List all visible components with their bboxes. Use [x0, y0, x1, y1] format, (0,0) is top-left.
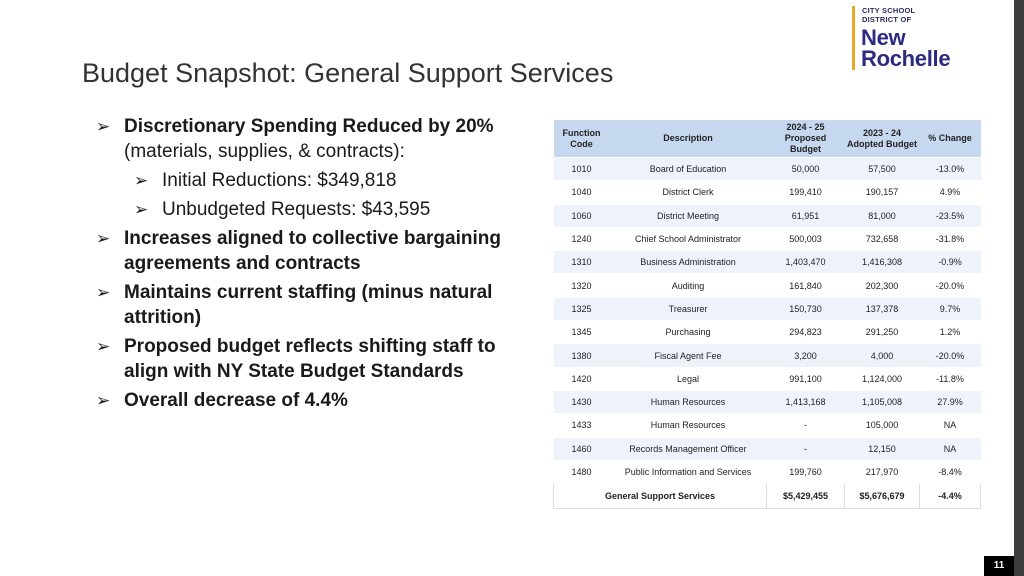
cell-function-code: 1325 [554, 297, 610, 320]
logo-line-3: New [861, 25, 906, 50]
cell-adopted: 105,000 [845, 414, 920, 437]
table-row [554, 227, 981, 250]
bullet-item [96, 280, 516, 330]
table-row [554, 321, 981, 344]
cell-change: -0.9% [920, 251, 981, 274]
sub-bullet-item [96, 197, 516, 222]
cell-description: Human Resources [610, 414, 767, 437]
cell-description: Human Resources [610, 390, 767, 413]
total-adopted: $5,676,679 [845, 484, 920, 509]
arrow-bullet-icon: ➢ [96, 337, 111, 356]
bullet-text: (materials, supplies, & contracts): [124, 141, 405, 162]
cell-change: -23.5% [920, 204, 981, 227]
cell-proposed: 50,000 [767, 158, 845, 181]
cell-adopted: 1,124,000 [845, 367, 920, 390]
cell-change: NA [920, 437, 981, 460]
cell-function-code: 1060 [554, 204, 610, 227]
table-row [554, 390, 981, 413]
cell-function-code: 1010 [554, 158, 610, 181]
cell-change: -20.0% [920, 344, 981, 367]
budget-table [553, 120, 981, 509]
arrow-bullet-icon: ➢ [96, 229, 111, 248]
header-function-code: Function Code [554, 120, 610, 158]
bullet-bold-text: Increases aligned to collective bargaining agreements and contracts [124, 228, 501, 274]
bullet-bold-text: Overall decrease of 4.4% [124, 390, 348, 411]
cell-function-code: 1320 [554, 274, 610, 297]
cell-function-code: 1240 [554, 227, 610, 250]
cell-adopted: 4,000 [845, 344, 920, 367]
sub-bullet-text: Initial Reductions: $349,818 [162, 170, 397, 191]
bullet-bold-text: Maintains current staffing (minus natural attrition) [124, 282, 493, 328]
cell-change: 1.2% [920, 321, 981, 344]
cell-change: -11.8% [920, 367, 981, 390]
cell-description: Records Management Officer [610, 437, 767, 460]
table-row [554, 274, 981, 297]
cell-change: NA [920, 414, 981, 437]
cell-change: -20.0% [920, 274, 981, 297]
table-row [554, 367, 981, 390]
cell-description: Legal [610, 367, 767, 390]
cell-proposed: 61,951 [767, 204, 845, 227]
cell-proposed: - [767, 437, 845, 460]
cell-change: -8.4% [920, 460, 981, 483]
cell-description: Fiscal Agent Fee [610, 344, 767, 367]
bullet-bold-text: Proposed budget reflects shifting staff to align with NY State Budget Standards [124, 336, 496, 382]
cell-change: -13.0% [920, 158, 981, 181]
page-number: 11 [984, 556, 1014, 576]
cell-description: Business Administration [610, 251, 767, 274]
cell-proposed: 199,410 [767, 181, 845, 204]
logo-line-4: Rochelle [861, 46, 951, 71]
sub-bullet-text: Unbudgeted Requests: $43,595 [162, 199, 431, 220]
arrow-bullet-icon: ➢ [96, 117, 111, 136]
cell-adopted: 291,250 [845, 321, 920, 344]
cell-adopted: 1,105,008 [845, 390, 920, 413]
cell-function-code: 1040 [554, 181, 610, 204]
bullet-bold-text: Discretionary Spending Reduced by 20% [124, 116, 494, 137]
table-row [554, 204, 981, 227]
cell-function-code: 1420 [554, 367, 610, 390]
table-row [554, 181, 981, 204]
district-logo [852, 4, 982, 70]
total-change: -4.4% [920, 484, 981, 509]
cell-description: Board of Education [610, 158, 767, 181]
right-edge-bar [1014, 0, 1024, 576]
arrow-bullet-icon: ➢ [96, 391, 111, 410]
bullet-item [96, 388, 516, 413]
cell-change: 27.9% [920, 390, 981, 413]
arrow-bullet-icon: ➢ [96, 283, 111, 302]
logo-line-1: CITY SCHOOL [862, 6, 916, 15]
cell-adopted: 202,300 [845, 274, 920, 297]
cell-adopted: 137,378 [845, 297, 920, 320]
total-proposed: $5,429,455 [767, 484, 845, 509]
cell-proposed: 3,200 [767, 344, 845, 367]
cell-proposed: 150,730 [767, 297, 845, 320]
cell-adopted: 217,970 [845, 460, 920, 483]
cell-description: District Meeting [610, 204, 767, 227]
cell-proposed: 1,413,168 [767, 390, 845, 413]
table-header-row [554, 120, 981, 158]
cell-function-code: 1310 [554, 251, 610, 274]
cell-change: 9.7% [920, 297, 981, 320]
logo-accent-line [852, 6, 855, 70]
cell-proposed: - [767, 414, 845, 437]
cell-change: 4.9% [920, 181, 981, 204]
cell-adopted: 190,157 [845, 181, 920, 204]
table-row [554, 437, 981, 460]
cell-change: -31.8% [920, 227, 981, 250]
cell-function-code: 1433 [554, 414, 610, 437]
cell-function-code: 1345 [554, 321, 610, 344]
cell-function-code: 1430 [554, 390, 610, 413]
cell-proposed: 199,760 [767, 460, 845, 483]
cell-proposed: 294,823 [767, 321, 845, 344]
table-row [554, 297, 981, 320]
cell-description: District Clerk [610, 181, 767, 204]
table-row [554, 251, 981, 274]
bullet-item [96, 226, 516, 276]
cell-proposed: 161,840 [767, 274, 845, 297]
cell-proposed: 500,003 [767, 227, 845, 250]
table-total-row [554, 484, 981, 509]
cell-description: Auditing [610, 274, 767, 297]
arrow-bullet-icon: ➢ [134, 200, 149, 219]
sub-bullet-item [96, 168, 516, 193]
header-percent-change: % Change [920, 120, 981, 158]
cell-adopted: 1,416,308 [845, 251, 920, 274]
bullet-list [96, 114, 516, 417]
cell-proposed: 1,403,470 [767, 251, 845, 274]
cell-function-code: 1480 [554, 460, 610, 483]
header-adopted-budget: 2023 - 24 Adopted Budget [845, 120, 920, 158]
cell-adopted: 732,658 [845, 227, 920, 250]
bullet-item [96, 114, 516, 164]
cell-adopted: 81,000 [845, 204, 920, 227]
logo-line-2: DISTRICT OF [862, 15, 912, 24]
cell-function-code: 1380 [554, 344, 610, 367]
table-row [554, 414, 981, 437]
table-row [554, 158, 981, 181]
cell-adopted: 12,150 [845, 437, 920, 460]
total-label: General Support Services [554, 484, 767, 509]
cell-adopted: 57,500 [845, 158, 920, 181]
cell-description: Purchasing [610, 321, 767, 344]
slide-title: Budget Snapshot: General Support Services [82, 58, 614, 88]
table-body [554, 158, 981, 484]
header-description: Description [610, 120, 767, 158]
table-row [554, 344, 981, 367]
table-row [554, 460, 981, 483]
cell-description: Chief School Administrator [610, 227, 767, 250]
header-proposed-budget: 2024 - 25 Proposed Budget [767, 120, 845, 158]
cell-description: Treasurer [610, 297, 767, 320]
arrow-bullet-icon: ➢ [134, 171, 149, 190]
cell-function-code: 1460 [554, 437, 610, 460]
cell-description: Public Information and Services [610, 460, 767, 483]
cell-proposed: 991,100 [767, 367, 845, 390]
bullet-item [96, 334, 516, 384]
